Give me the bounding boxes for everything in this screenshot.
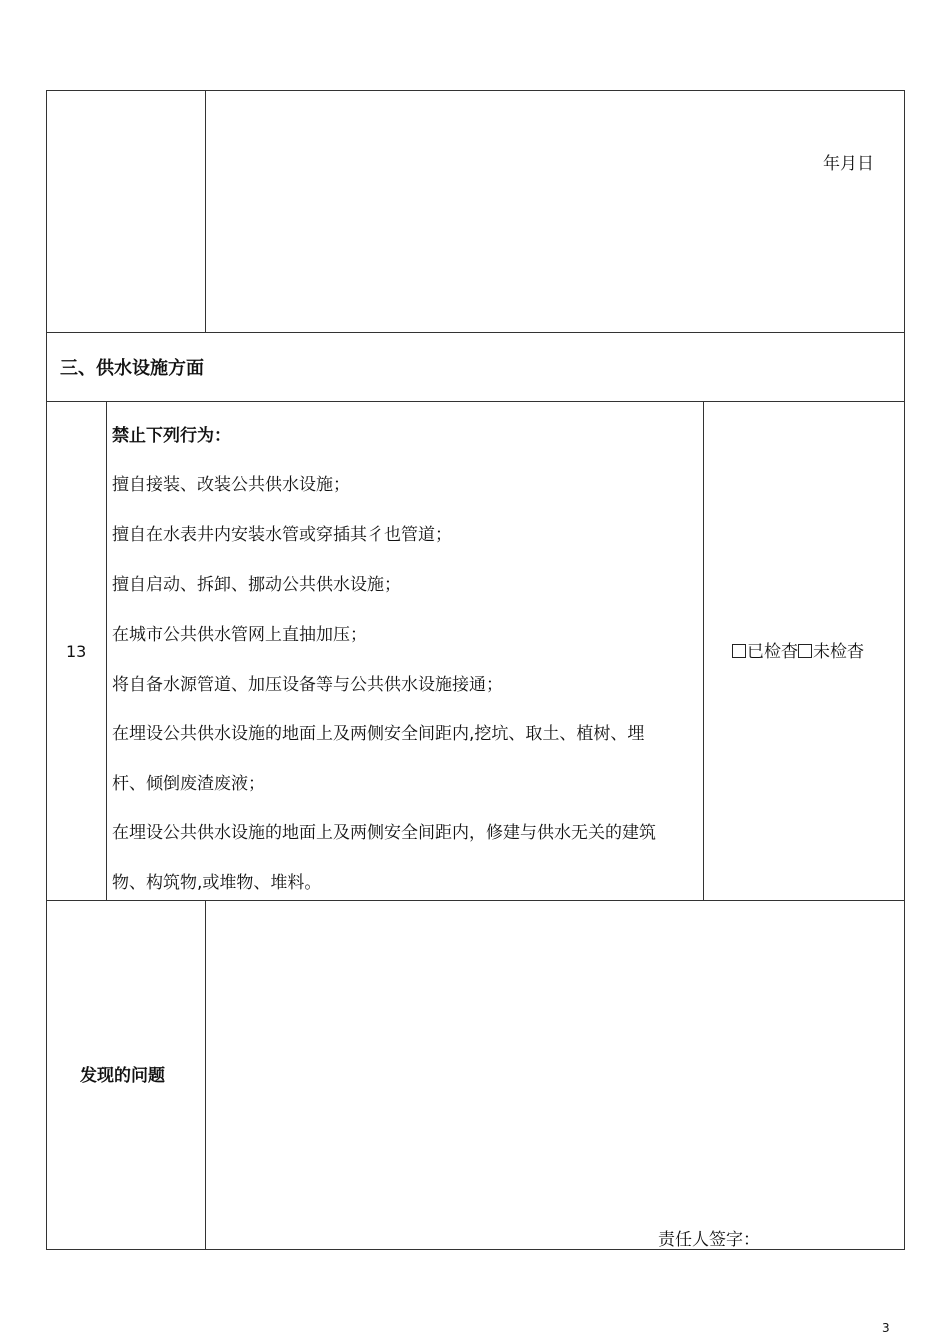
item-line: 擅自在水表井内安装水管或穿插其彳也管道； xyxy=(112,525,452,545)
item-line: 将自备水源管道、加压设备等与公共供水设施接通； xyxy=(112,675,503,695)
item-13-number-divider xyxy=(106,401,107,901)
item-line: 在埋设公共供水设施的地面上及两侧安全间距内，修建与供水无关的建筑 xyxy=(112,823,656,843)
status-options xyxy=(732,641,864,663)
item-line: 在城市公共供水管网上直抽加压； xyxy=(112,625,367,645)
top-block-divider xyxy=(205,90,206,333)
signature-label: 责任人签字： xyxy=(658,1230,760,1250)
item-number: 13 xyxy=(66,642,87,661)
problems-block xyxy=(46,900,905,1250)
item-line: 杆、倾倒废渣废液； xyxy=(112,774,265,794)
problems-divider xyxy=(205,900,206,1250)
item-13-status-divider xyxy=(703,401,704,901)
unchecked-label: 未检杳 xyxy=(813,642,864,662)
item-title: 禁止下列行为： xyxy=(112,426,231,446)
top-block xyxy=(46,90,905,333)
item-line: 擅自接装、改装公共供水设施； xyxy=(112,475,350,495)
date-label: 年月日 xyxy=(823,154,874,174)
section-heading: 三、供水设施方面 xyxy=(60,358,204,379)
unchecked-checkbox-icon[interactable] xyxy=(798,644,812,658)
checked-checkbox-icon[interactable] xyxy=(732,644,746,658)
page-number: 3 xyxy=(882,1321,890,1335)
item-line: 在埋设公共供水设施的地面上及两侧安全间距内,挖坑、取土、植树、埋 xyxy=(112,724,645,744)
checked-label: 已检杳 xyxy=(747,642,798,662)
problems-label: 发现的问题 xyxy=(80,1066,165,1086)
item-line: 擅自启动、拆卸、挪动公共供水设施； xyxy=(112,575,401,595)
item-line: 物、构筑物,或堆物、堆料。 xyxy=(112,873,322,893)
